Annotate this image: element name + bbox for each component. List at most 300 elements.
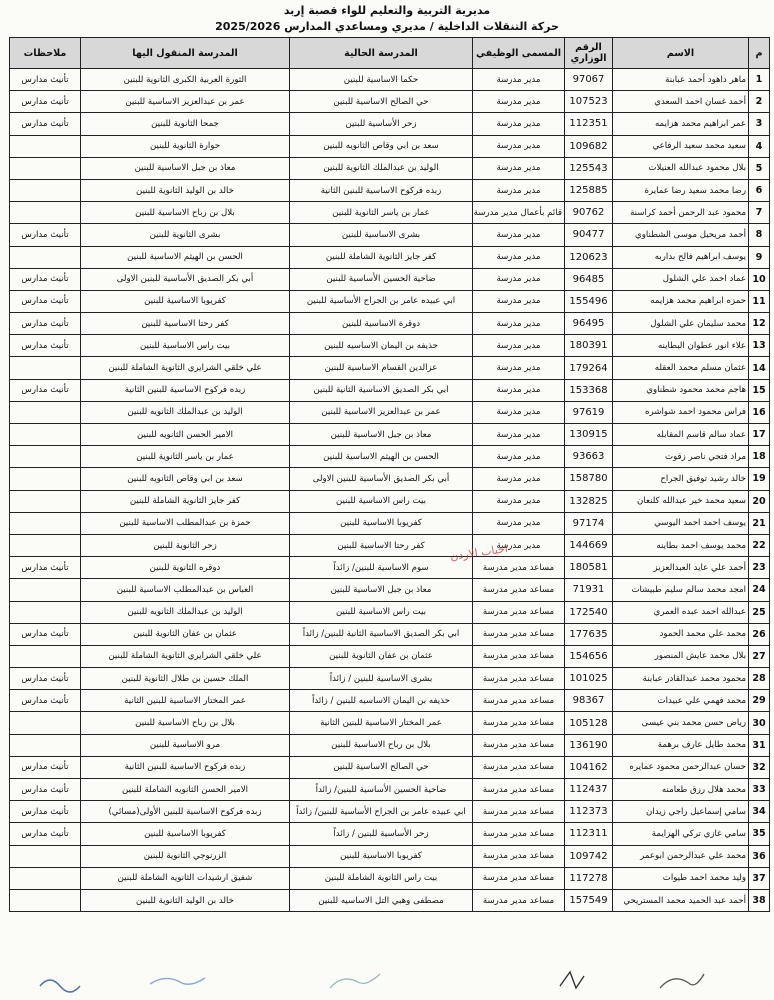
row-number-cell: 3: [749, 113, 770, 135]
ministry-number-cell: 117278: [565, 867, 613, 889]
row-number-cell: 18: [749, 446, 770, 468]
ministry-number-cell: 125543: [565, 157, 613, 179]
ministry-number-cell: 132825: [565, 490, 613, 512]
ministry-number-cell: 101025: [565, 668, 613, 690]
table-row: [10, 534, 770, 556]
row-number-cell: 23: [749, 557, 770, 579]
col-header-notes: ملاحظات: [10, 38, 81, 69]
job-title-cell: مساعد مدير مدرسة: [473, 823, 565, 845]
target-school-cell: الزرنوجي الثانوية للبنين: [81, 845, 290, 867]
ministry-number-cell: 154656: [565, 645, 613, 667]
row-number-cell: 36: [749, 845, 770, 867]
notes-cell: تأنيث مدارس: [10, 801, 81, 823]
ministry-number-cell: 109742: [565, 845, 613, 867]
current-school-cell: كفريوبا الاساسية للبنين: [290, 845, 473, 867]
row-number-cell: 38: [749, 889, 770, 911]
notes-cell: [10, 712, 81, 734]
notes-cell: [10, 357, 81, 379]
row-number-cell: 19: [749, 468, 770, 490]
table-row: [10, 268, 770, 290]
employee-name-cell: فراس محمود احمد شواشره: [613, 401, 749, 423]
table-row: [10, 379, 770, 401]
ministry-number-cell: 158780: [565, 468, 613, 490]
target-school-cell: كفريوبا الاساسية للبنين: [81, 823, 290, 845]
notes-cell: [10, 867, 81, 889]
job-title-cell: مساعد مدير مدرسة: [473, 601, 565, 623]
table-row: [10, 557, 770, 579]
current-school-cell: كفر جايز الثانوية الشاملة للبنين: [290, 246, 473, 268]
job-title-cell: قائم بأعمال مدير مدرسة: [473, 202, 565, 224]
job-title-cell: مساعد مدير مدرسة: [473, 579, 565, 601]
current-school-cell: بشرى الاساسية للبنين: [290, 224, 473, 246]
current-school-cell: الوليد بن عبدالملك الثانوية للبنين: [290, 157, 473, 179]
ministry-number-cell: 112373: [565, 801, 613, 823]
notes-cell: [10, 512, 81, 534]
employee-name-cell: وليد محمد احمد طيوات: [613, 867, 749, 889]
notes-cell: تأنيث مدارس: [10, 268, 81, 290]
employee-name-cell: محمد علي عبدالرحمن ابوعمر: [613, 845, 749, 867]
ministry-number-cell: 96485: [565, 268, 613, 290]
current-school-cell: مصطفى وهبي التل الاساسيه للبنين: [290, 889, 473, 911]
notes-cell: تأنيث مدارس: [10, 69, 81, 91]
current-school-cell: بشرى الاساسية للبنين / زائداً: [290, 668, 473, 690]
target-school-cell: كفر جايز الثانوية الشاملة للبنين: [81, 490, 290, 512]
employee-name-cell: محمد علي محمد الحمود: [613, 623, 749, 645]
row-number-cell: 25: [749, 601, 770, 623]
job-title-cell: مدير مدرسة: [473, 313, 565, 335]
row-number-cell: 28: [749, 668, 770, 690]
employee-name-cell: رياض حسن محمد بني عيسى: [613, 712, 749, 734]
target-school-cell: العباس بن عبدالمطلب الاساسية للبنين: [81, 579, 290, 601]
target-school-cell: جمحا الثانوية للبنين: [81, 113, 290, 135]
row-number-cell: 24: [749, 579, 770, 601]
table-row: [10, 889, 770, 911]
table-header-row: [10, 38, 770, 69]
target-school-cell: الحسن بن الهيثم الاساسية للبنين: [81, 246, 290, 268]
current-school-cell: ابي بكر الصديق الاساسية الثانية للبنين/ زائداً: [290, 623, 473, 645]
row-number-cell: 13: [749, 335, 770, 357]
job-title-cell: مساعد مدير مدرسة: [473, 779, 565, 801]
table-row: [10, 779, 770, 801]
target-school-cell: خالد بن الوليد الثانوية للبنين: [81, 889, 290, 911]
target-school-cell: كفريوبا الاساسية للبنين: [81, 290, 290, 312]
notes-cell: تأنيث مدارس: [10, 290, 81, 312]
job-title-cell: مدير مدرسة: [473, 357, 565, 379]
notes-cell: [10, 534, 81, 556]
ministry-number-cell: 112437: [565, 779, 613, 801]
employee-name-cell: هاجم محمد محمود شطناوي: [613, 379, 749, 401]
table-row: [10, 490, 770, 512]
employee-name-cell: علاء انور عطوان البطاينه: [613, 335, 749, 357]
job-title-cell: مدير مدرسة: [473, 468, 565, 490]
employee-name-cell: سامي غازي تركي الهزايمة: [613, 823, 749, 845]
job-title-cell: مساعد مدير مدرسة: [473, 712, 565, 734]
current-school-cell: بيت راس الثانوية الشاملة للبنين: [290, 867, 473, 889]
table-row: [10, 623, 770, 645]
target-school-cell: بشرى الثانوية للبنين: [81, 224, 290, 246]
row-number-cell: 2: [749, 91, 770, 113]
job-title-cell: مدير مدرسة: [473, 246, 565, 268]
job-title-cell: مدير مدرسة: [473, 135, 565, 157]
table-row: [10, 601, 770, 623]
job-title-cell: مساعد مدير مدرسة: [473, 889, 565, 911]
current-school-cell: عثمان بن عفان الثانوية للبنين: [290, 645, 473, 667]
employee-name-cell: محمد فهمي علي عبيدات: [613, 690, 749, 712]
employee-name-cell: سامي إسماعيل راجي زيدان: [613, 801, 749, 823]
employee-name-cell: حمزه ابراهيم محمد هزايمه: [613, 290, 749, 312]
col-header-title: المسمى الوظيفي: [473, 38, 565, 69]
notes-cell: [10, 645, 81, 667]
table-row: [10, 424, 770, 446]
row-number-cell: 31: [749, 734, 770, 756]
row-number-cell: 14: [749, 357, 770, 379]
ministry-number-cell: 144669: [565, 534, 613, 556]
ministry-number-cell: 180391: [565, 335, 613, 357]
ministry-number-cell: 97067: [565, 69, 613, 91]
notes-cell: [10, 424, 81, 446]
target-school-cell: دوقره الثانوية للبنين: [81, 557, 290, 579]
employee-name-cell: حسان عبدالرحمن محمود عمايره: [613, 756, 749, 778]
current-school-cell: زبده فركوح الاساسية للبنين الثانية: [290, 179, 473, 201]
col-header-name: الاسم: [613, 38, 749, 69]
target-school-cell: زبده فركوح الاساسية للبنين الثانية: [81, 379, 290, 401]
job-title-cell: مدير مدرسة: [473, 512, 565, 534]
notes-cell: تأنيث مدارس: [10, 623, 81, 645]
row-number-cell: 12: [749, 313, 770, 335]
table-row: [10, 135, 770, 157]
notes-cell: [10, 446, 81, 468]
table-row: [10, 756, 770, 778]
target-school-cell: معاذ بن جبل الاساسية للبنين: [81, 157, 290, 179]
target-school-cell: شفيق ارشيدات الثانويه الشاملة للبنين: [81, 867, 290, 889]
job-title-cell: مدير مدرسة: [473, 290, 565, 312]
table-row: [10, 468, 770, 490]
job-title-cell: مدير مدرسة: [473, 69, 565, 91]
employee-name-cell: مراد فتحي ناصر زقوت: [613, 446, 749, 468]
job-title-cell: مساعد مدير مدرسة: [473, 801, 565, 823]
col-header-target-school: المدرسة المنقول اليها: [81, 38, 290, 69]
ministry-number-cell: 177635: [565, 623, 613, 645]
employee-name-cell: عمر ابراهيم محمد هزايمه: [613, 113, 749, 135]
employee-name-cell: أحمد غسان احمد السعدي: [613, 91, 749, 113]
row-number-cell: 26: [749, 623, 770, 645]
table-row: [10, 512, 770, 534]
ministry-number-cell: 93663: [565, 446, 613, 468]
ministry-number-cell: 125885: [565, 179, 613, 201]
employee-name-cell: رضا محمد سعيد رضا عمايرة: [613, 179, 749, 201]
job-title-cell: مدير مدرسة: [473, 335, 565, 357]
directorate-title: مديرية التربية والتعليم للواء قصبة إربد: [283, 4, 491, 17]
notes-cell: تأنيث مدارس: [10, 335, 81, 357]
row-number-cell: 5: [749, 157, 770, 179]
target-school-cell: عمار بن ياسر الثانوية للبنين: [81, 446, 290, 468]
table-row: [10, 712, 770, 734]
employee-name-cell: سعيد محمد خير عبدالله كلنعان: [613, 490, 749, 512]
target-school-cell: عمر المختار الاساسية للبنين الثانية: [81, 690, 290, 712]
target-school-cell: الملك حسين بن طلال الثانوية للبنين: [81, 668, 290, 690]
table-body: [10, 69, 770, 912]
table-row: [10, 290, 770, 312]
job-title-cell: مدير مدرسة: [473, 179, 565, 201]
notes-cell: [10, 157, 81, 179]
employee-name-cell: محمود محمد عبدالقادر عبابنة: [613, 668, 749, 690]
ministry-number-cell: 179264: [565, 357, 613, 379]
current-school-cell: بيت راس الاساسية للبنين: [290, 601, 473, 623]
current-school-cell: أبي بكر الصديق الأساسية للبنين الاولى: [290, 468, 473, 490]
current-school-cell: عمر المختار الاساسية للبنين الثانية: [290, 712, 473, 734]
job-title-cell: مدير مدرسة: [473, 379, 565, 401]
current-school-cell: دوقرة الاساسية للبنين: [290, 313, 473, 335]
row-number-cell: 6: [749, 179, 770, 201]
signatures: [0, 964, 774, 994]
target-school-cell: الوليد بن عبدالملك الثانويه للبنين: [81, 401, 290, 423]
current-school-cell: حذيفه بن اليمان الاساسيه للبنين / زائداً: [290, 690, 473, 712]
table-row: [10, 845, 770, 867]
table-row: [10, 645, 770, 667]
notes-cell: تأنيث مدارس: [10, 224, 81, 246]
table-row: [10, 734, 770, 756]
target-school-cell: أبي بكر الصديق الأساسية للبنين الاولى: [81, 268, 290, 290]
current-school-cell: حذيفه بن اليمان الاساسيه للبنين: [290, 335, 473, 357]
employee-name-cell: بلال محمد عايش المنصور: [613, 645, 749, 667]
col-header-current-school: المدرسة الحالية: [290, 38, 473, 69]
table-row: [10, 401, 770, 423]
notes-cell: [10, 179, 81, 201]
ministry-number-cell: 112351: [565, 113, 613, 135]
notes-cell: تأنيث مدارس: [10, 313, 81, 335]
notes-cell: [10, 468, 81, 490]
employee-name-cell: سعيد محمد سعيد الرفاعي: [613, 135, 749, 157]
notes-cell: تأنيث مدارس: [10, 91, 81, 113]
job-title-cell: مساعد مدير مدرسة: [473, 623, 565, 645]
target-school-cell: عمر بن عبدالعزيز الاساسية للبنين: [81, 91, 290, 113]
notes-cell: [10, 202, 81, 224]
job-title-cell: مساعد مدير مدرسة: [473, 845, 565, 867]
table-row: [10, 357, 770, 379]
ministry-number-cell: 96495: [565, 313, 613, 335]
target-school-cell: سعد بن ابي وقاص الثانويه للبنين: [81, 468, 290, 490]
row-number-cell: 35: [749, 823, 770, 845]
current-school-cell: سعد بن ابي وقاص الثانويه للبنين: [290, 135, 473, 157]
table-row: [10, 867, 770, 889]
ministry-number-cell: 71931: [565, 579, 613, 601]
current-school-cell: حي الصالح الاساسية للبنين: [290, 756, 473, 778]
row-number-cell: 29: [749, 690, 770, 712]
target-school-cell: الامير الحسن الثانويه الشاملة للبنين: [81, 779, 290, 801]
table-row: [10, 801, 770, 823]
job-title-cell: مدير مدرسة: [473, 401, 565, 423]
col-header-no: م: [749, 38, 770, 69]
table-row: [10, 690, 770, 712]
row-number-cell: 16: [749, 401, 770, 423]
ministry-number-cell: 112311: [565, 823, 613, 845]
ministry-number-cell: 90762: [565, 202, 613, 224]
target-school-cell: زبده فركوح الاساسية للبنين الأولى(مسائي): [81, 801, 290, 823]
notes-cell: [10, 889, 81, 911]
notes-cell: تأنيث مدارس: [10, 823, 81, 845]
table-row: [10, 179, 770, 201]
current-school-cell: معاذ بن جبل الاساسية للبنين: [290, 579, 473, 601]
target-school-cell: حمزة بن عبدالمطلب الاساسية للبنين: [81, 512, 290, 534]
table-row: [10, 202, 770, 224]
target-school-cell: زحر الثانوية للبنين: [81, 534, 290, 556]
ministry-number-cell: 98367: [565, 690, 613, 712]
target-school-cell: الوليد بن عبدالملك الثانويه للبنين: [81, 601, 290, 623]
ministry-number-cell: 120623: [565, 246, 613, 268]
current-school-cell: زحر الأساسية للبنين / زائداً: [290, 823, 473, 845]
job-title-cell: مساعد مدير مدرسة: [473, 867, 565, 889]
employee-name-cell: عثمان مسلم محمد العقله: [613, 357, 749, 379]
job-title-cell: مساعد مدير مدرسة: [473, 690, 565, 712]
ministry-number-cell: 97619: [565, 401, 613, 423]
current-school-cell: بيت راس الاساسية للبنين: [290, 490, 473, 512]
employee-name-cell: يوسف احمد احمد اليوسي: [613, 512, 749, 534]
job-title-cell: مساعد مدير مدرسة: [473, 557, 565, 579]
current-school-cell: عمار بن ياسر الثانوية للبنين: [290, 202, 473, 224]
row-number-cell: 17: [749, 424, 770, 446]
notes-cell: تأنيث مدارس: [10, 756, 81, 778]
current-school-cell: كفر رحتا الاساسية للبنين: [290, 534, 473, 556]
row-number-cell: 9: [749, 246, 770, 268]
employee-name-cell: عبدالله احمد عبده العمري: [613, 601, 749, 623]
notes-cell: [10, 579, 81, 601]
job-title-cell: مدير مدرسة: [473, 224, 565, 246]
job-title-cell: مساعد مدير مدرسة: [473, 734, 565, 756]
current-school-cell: ابي عبيده عامر بن الجراح الأساسية للبنين/ زائداً: [290, 801, 473, 823]
job-title-cell: مدير مدرسة: [473, 157, 565, 179]
table-row: [10, 157, 770, 179]
current-school-cell: عزالدين القسام الاساسية للبنين: [290, 357, 473, 379]
current-school-cell: ابي بكر الصديق الاساسية الثانية للبنين: [290, 379, 473, 401]
target-school-cell: الامير الحسن الثانويه للبنين: [81, 424, 290, 446]
target-school-cell: عثمان بن عفان الثانوية للبنين: [81, 623, 290, 645]
col-header-number: الرقم الوزاري: [565, 38, 613, 69]
current-school-cell: ابي عبيده عامر بن الجراح الأساسية للبنين: [290, 290, 473, 312]
notes-cell: تأنيث مدارس: [10, 557, 81, 579]
target-school-cell: زبده فركوح الاساسية للبنين الثانية: [81, 756, 290, 778]
row-number-cell: 21: [749, 512, 770, 534]
current-school-cell: كفريوبا الاساسية للبنين: [290, 512, 473, 534]
row-number-cell: 8: [749, 224, 770, 246]
ministry-number-cell: 136190: [565, 734, 613, 756]
document-subtitle: حركة التنقلات الداخلية / مديري ومساعدي المدارس 2025/2026: [215, 20, 559, 33]
employee-name-cell: يوسف ابراهيم فالح بداربه: [613, 246, 749, 268]
job-title-cell: مساعد مدير مدرسة: [473, 645, 565, 667]
row-number-cell: 33: [749, 779, 770, 801]
target-school-cell: كفر رحتا الاساسية للبنين: [81, 313, 290, 335]
notes-cell: تأنيث مدارس: [10, 779, 81, 801]
notes-cell: [10, 845, 81, 867]
current-school-cell: حي الصالح الاساسية للبنين: [290, 91, 473, 113]
employee-name-cell: محمد سليمان علي الشلول: [613, 313, 749, 335]
row-number-cell: 20: [749, 490, 770, 512]
job-title-cell: مدير مدرسة: [473, 113, 565, 135]
table-row: [10, 446, 770, 468]
employee-name-cell: أحمد عبد الحميد محمد المستريحي: [613, 889, 749, 911]
table-row: [10, 313, 770, 335]
target-school-cell: بلال بن رباح الاساسية للبنين: [81, 712, 290, 734]
job-title-cell: مدير مدرسة: [473, 534, 565, 556]
employee-name-cell: أحمد مريحيل موسى الشطناوي: [613, 224, 749, 246]
ministry-number-cell: 157549: [565, 889, 613, 911]
row-number-cell: 4: [749, 135, 770, 157]
row-number-cell: 37: [749, 867, 770, 889]
row-number-cell: 27: [749, 645, 770, 667]
table-row: [10, 335, 770, 357]
current-school-cell: حكما الاساسية للبنين: [290, 69, 473, 91]
row-number-cell: 34: [749, 801, 770, 823]
table-row: [10, 579, 770, 601]
notes-cell: تأنيث مدارس: [10, 690, 81, 712]
table-row: [10, 69, 770, 91]
notes-cell: تأنيث مدارس: [10, 668, 81, 690]
target-school-cell: حوارة الثانوية للبنين: [81, 135, 290, 157]
notes-cell: [10, 401, 81, 423]
employee-name-cell: محمد طايل عارف برهمة: [613, 734, 749, 756]
row-number-cell: 15: [749, 379, 770, 401]
row-number-cell: 22: [749, 534, 770, 556]
job-title-cell: مدير مدرسة: [473, 424, 565, 446]
row-number-cell: 10: [749, 268, 770, 290]
ministry-number-cell: 130915: [565, 424, 613, 446]
row-number-cell: 7: [749, 202, 770, 224]
current-school-cell: ضاحية الحسين الأساسية للبنين: [290, 268, 473, 290]
notes-cell: [10, 734, 81, 756]
current-school-cell: عمر بن عبدالعزيز الاساسية للبنين: [290, 401, 473, 423]
notes-cell: تأنيث مدارس: [10, 379, 81, 401]
watermark: احباب الاردن: [449, 542, 509, 563]
table-row: [10, 668, 770, 690]
job-title-cell: مدير مدرسة: [473, 446, 565, 468]
job-title-cell: مساعد مدير مدرسة: [473, 668, 565, 690]
employee-name-cell: أحمد علي عايد العبدالعزيز: [613, 557, 749, 579]
job-title-cell: مدير مدرسة: [473, 91, 565, 113]
current-school-cell: ضاحية الحسين الأساسية للبنين/ زائداً: [290, 779, 473, 801]
employee-name-cell: عماد احمد علي الشلول: [613, 268, 749, 290]
ministry-number-cell: 104162: [565, 756, 613, 778]
target-school-cell: الثورة العربية الكبرى الثانوية للبنين: [81, 69, 290, 91]
row-number-cell: 1: [749, 69, 770, 91]
ministry-number-cell: 105128: [565, 712, 613, 734]
ministry-number-cell: 107523: [565, 91, 613, 113]
table-row: [10, 113, 770, 135]
employee-name-cell: امجد محمد سالم سليم طبيشات: [613, 579, 749, 601]
employee-name-cell: محمد هلال رزق طعامنه: [613, 779, 749, 801]
target-school-cell: علي خلقي الشرايري الثانوية الشاملة للبنين: [81, 645, 290, 667]
row-number-cell: 32: [749, 756, 770, 778]
employee-name-cell: محمد يوسف احمد بطاينه: [613, 534, 749, 556]
ministry-number-cell: 172540: [565, 601, 613, 623]
target-school-cell: مرو الاساسية للبنين: [81, 734, 290, 756]
notes-cell: [10, 601, 81, 623]
ministry-number-cell: 109682: [565, 135, 613, 157]
employee-name-cell: محمود عبد الرحمن أحمد كراسنة: [613, 202, 749, 224]
table-row: [10, 246, 770, 268]
employee-name-cell: ماهر داهود أحمد عبابنة: [613, 69, 749, 91]
row-number-cell: 30: [749, 712, 770, 734]
ministry-number-cell: 153368: [565, 379, 613, 401]
table-row: [10, 823, 770, 845]
notes-cell: [10, 246, 81, 268]
target-school-cell: بيت راس الاساسية للبنين: [81, 335, 290, 357]
employee-name-cell: خالد رشيد توفيق الجراح: [613, 468, 749, 490]
employee-name-cell: بلال محمود عبدالله العنيلات: [613, 157, 749, 179]
notes-cell: [10, 135, 81, 157]
table-row: [10, 91, 770, 113]
transfers-table: [9, 37, 770, 912]
current-school-cell: الحسن بن الهيثم الاساسية للبنين: [290, 446, 473, 468]
ministry-number-cell: 180581: [565, 557, 613, 579]
